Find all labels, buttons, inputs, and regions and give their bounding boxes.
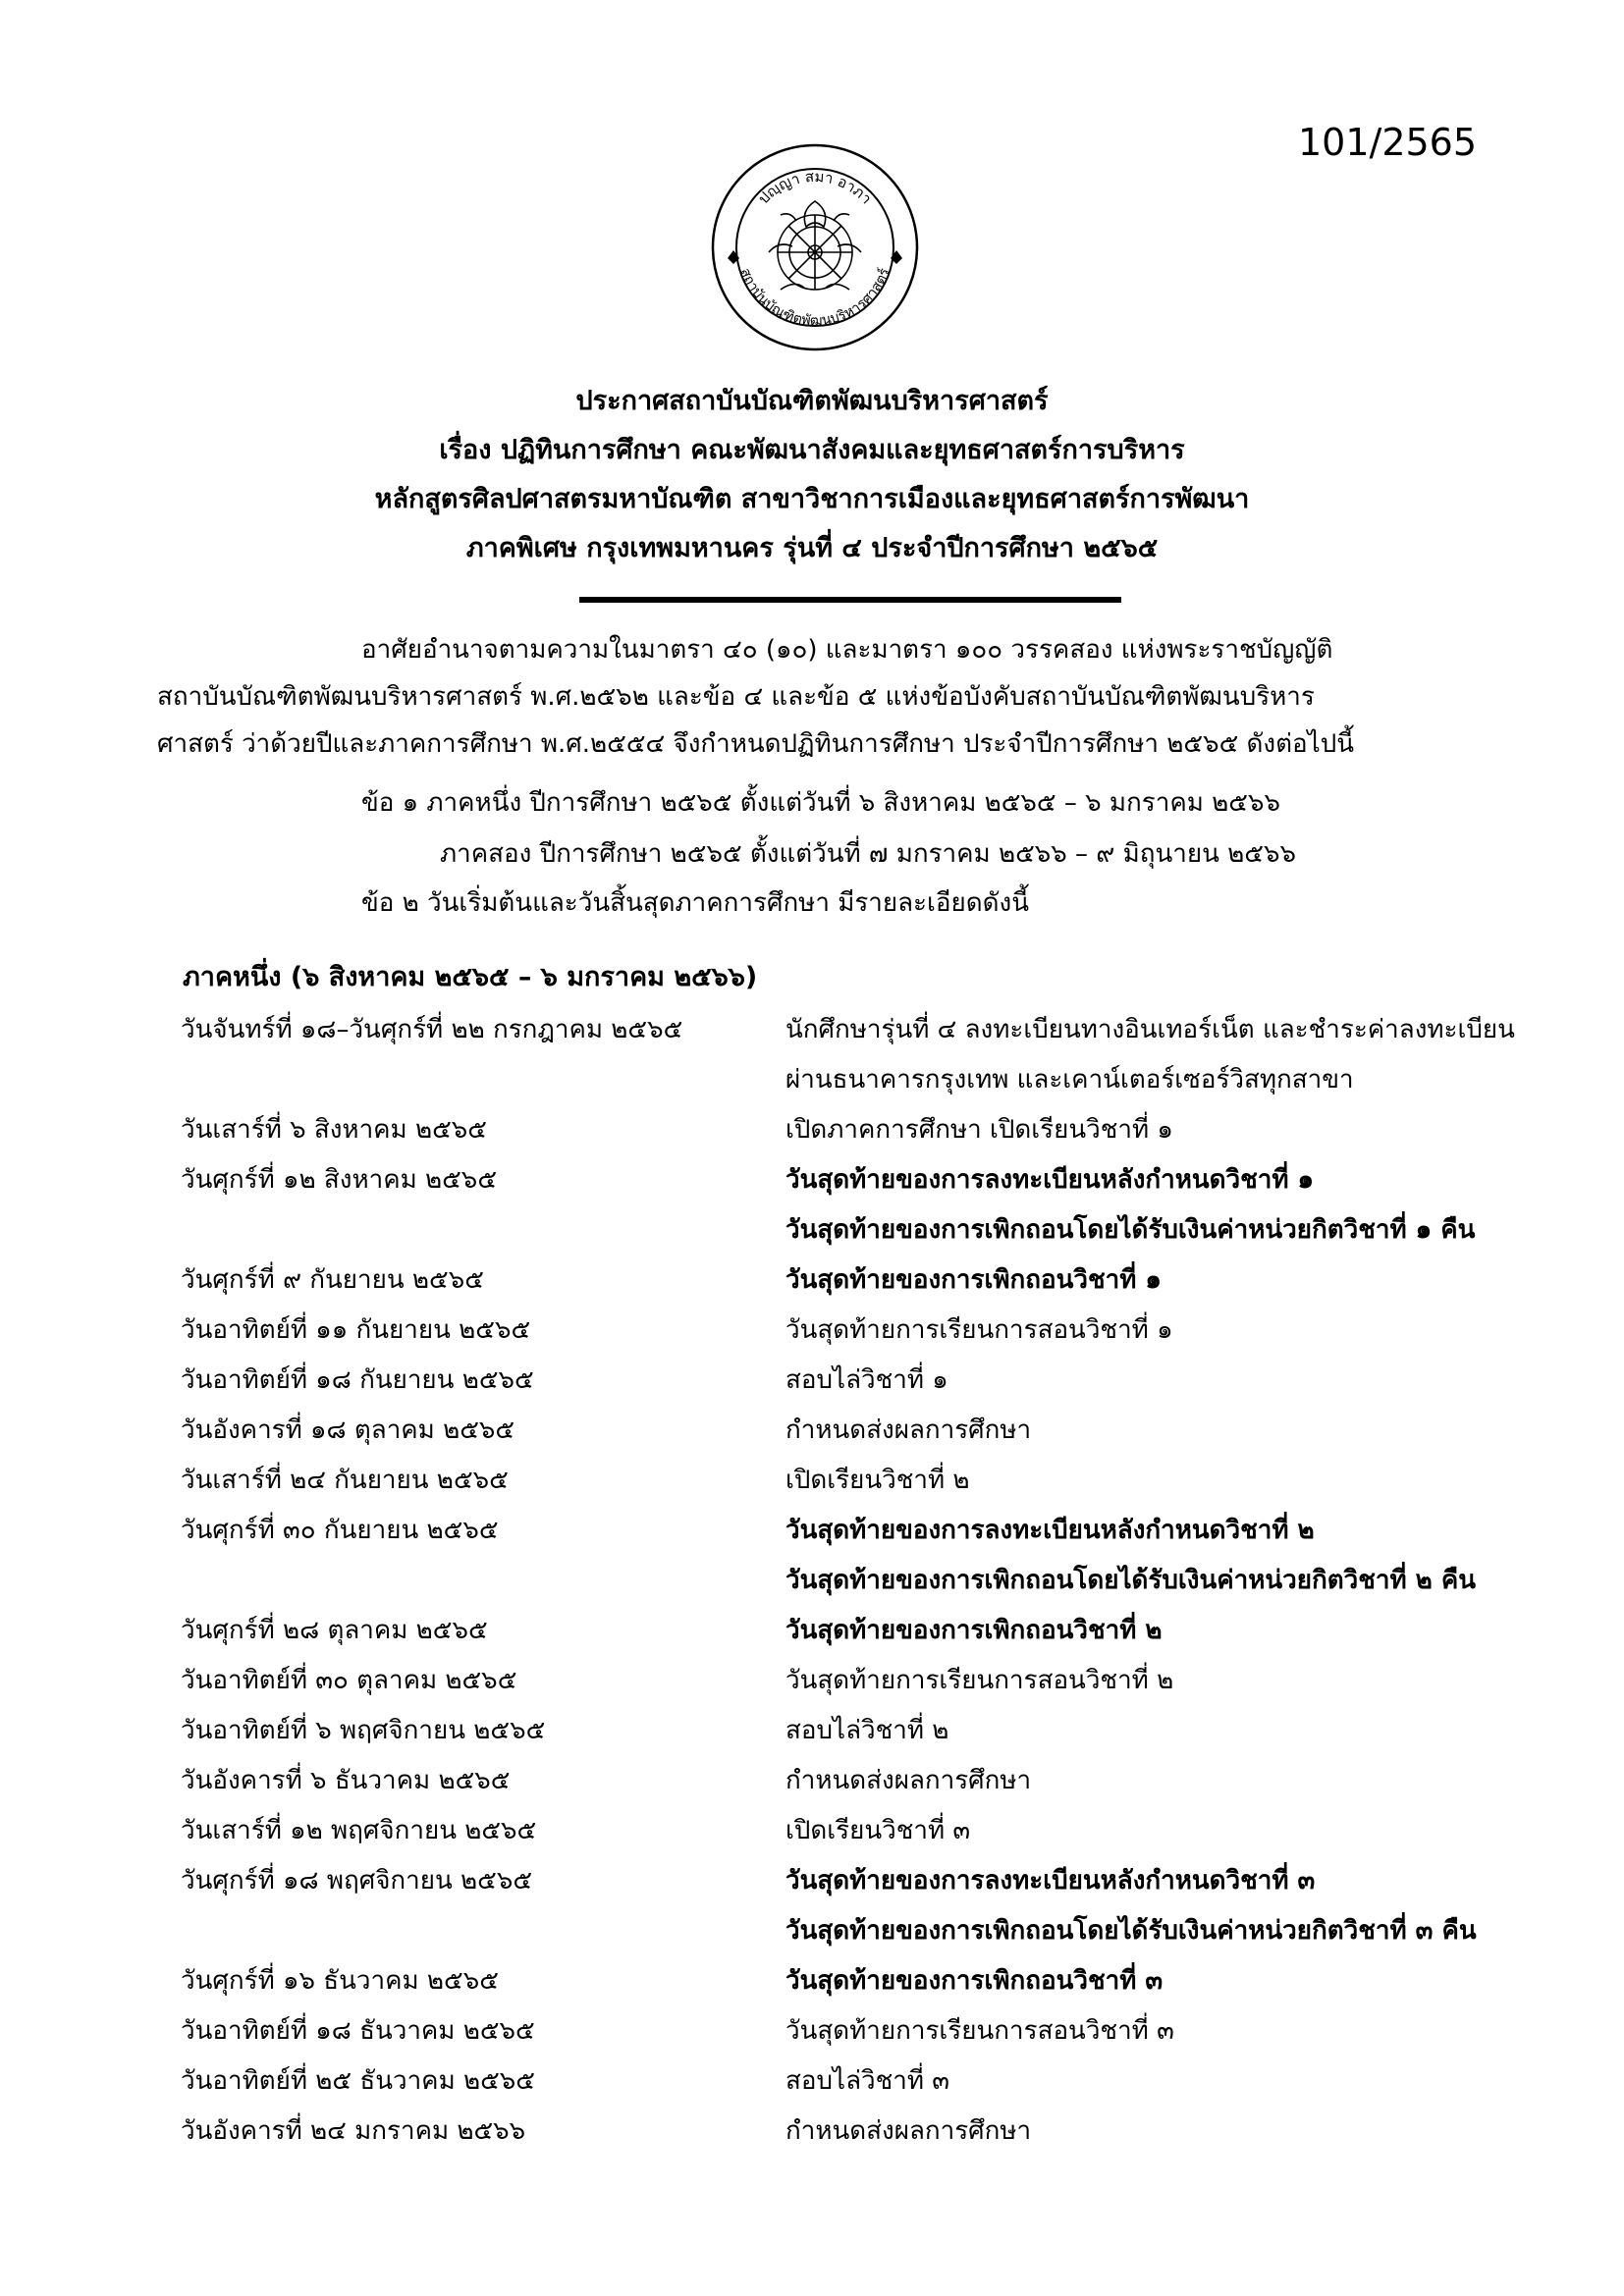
schedule-date: วันอาทิตย์ที่ ๒๕ ธันวาคม ๒๕๖๕ <box>181 2066 535 2096</box>
schedule-row <box>181 1856 1575 1956</box>
schedule-date: วันอังคารที่ ๒๔ มกราคม ๒๕๖๖ <box>181 2116 526 2146</box>
schedule-event: ผ่านธนาคารกรุงเทพ และเคาน์เตอร์เซอร์วิสทุกสาขา <box>785 1065 1354 1095</box>
schedule-events <box>785 1306 1575 1356</box>
schedule-row <box>181 1306 1575 1356</box>
schedule-events <box>785 1806 1575 1856</box>
schedule-event: วันสุดท้ายการเรียนการสอนวิชาที่ ๑ <box>785 1315 1173 1345</box>
schedule-date: วันอาทิตย์ที่ ๖ พฤศจิกายน ๒๕๖๕ <box>181 1716 546 1745</box>
schedule-date: วันอาทิตย์ที่ ๓๐ ตุลาคม ๒๕๖๕ <box>181 1666 517 1695</box>
schedule-row <box>181 1606 1575 1656</box>
schedule-date: วันศุกร์ที่ ๙ กันยายน ๒๕๖๕ <box>181 1265 484 1295</box>
schedule-events <box>785 1406 1575 1456</box>
schedule-event: วันสุดท้ายของการเพิกถอนวิชาที่ ๒ <box>785 1616 1163 1645</box>
clause-1: ข้อ ๑ ภาคหนึ่ง ปีการศึกษา ๒๕๖๕ ตั้งแต่วันที่ ๖ สิงหาคม ๒๕๖๕ – ๖ มกราคม ๒๕๖๖ <box>361 788 1280 818</box>
schedule-event: กำหนดส่งผลการศึกษา <box>785 1415 1032 1445</box>
schedule-date: วันศุกร์ที่ ๑๖ ธันวาคม ๒๕๖๕ <box>181 1966 499 1996</box>
announcement-title <box>0 377 1624 573</box>
schedule-event: วันสุดท้ายของการเพิกถอนโดยได้รับเงินค่าหน่วยกิตวิชาที่ ๓ คืน <box>785 1916 1477 1946</box>
schedule-events <box>785 1255 1575 1306</box>
schedule-row <box>181 1506 1575 1606</box>
schedule-row <box>181 2056 1575 2107</box>
schedule-date: วันศุกร์ที่ ๓๐ กันยายน ๒๕๖๕ <box>181 1516 499 1545</box>
seal-bottom-text: สถาบันบัณฑิตพัฒนบริหารศาสตร์ <box>736 266 893 330</box>
document-number: 101/2565 <box>1298 121 1478 164</box>
schedule-event: สอบไล่วิชาที่ ๑ <box>785 1365 948 1395</box>
intro-line-3: ศาสตร์ ว่าด้วยปีและภาคการศึกษา พ.ศ.๒๕๕๔ จึงกำหนดปฏิทินการศึกษา ประจำปีการศึกษา ๒๕๖๕ ดังต่อไปนี้ <box>157 729 1354 759</box>
schedule-row <box>181 1706 1575 1756</box>
schedule-row <box>181 1356 1575 1406</box>
schedule-events <box>785 2107 1575 2157</box>
schedule-event: เปิดเรียนวิชาที่ ๒ <box>785 1466 970 1495</box>
schedule-row <box>181 1756 1575 1806</box>
schedule-event: วันสุดท้ายการเรียนการสอนวิชาที่ ๓ <box>785 2016 1174 2046</box>
schedule-events <box>785 1155 1575 1255</box>
seal-top-text: ปญฺญา สมา อาภา <box>754 167 876 208</box>
schedule-row <box>181 1456 1575 1506</box>
schedule-event: เปิดเรียนวิชาที่ ๓ <box>785 1816 971 1845</box>
schedule-events <box>785 1756 1575 1806</box>
schedule-events <box>785 1456 1575 1506</box>
schedule-events <box>785 1606 1575 1656</box>
schedule-date: วันเสาร์ที่ ๖ สิงหาคม ๒๕๖๕ <box>181 1115 487 1145</box>
seal-emblem-icon <box>710 142 920 352</box>
schedule-events <box>785 1356 1575 1406</box>
schedule-events <box>785 1656 1575 1706</box>
clause-1-semester-2: ภาคสอง ปีการศึกษา ๒๕๖๕ ตั้งแต่วันที่ ๗ มกราคม ๒๕๖๖ – ๙ มิถุนายน ๒๕๖๖ <box>440 839 1296 869</box>
schedule-date: วันจันทร์ที่ ๑๘–วันศุกร์ที่ ๒๒ กรกฎาคม ๒๕๖๕ <box>181 1015 683 1044</box>
schedule-date: วันอังคารที่ ๑๘ ตุลาคม ๒๕๖๕ <box>181 1415 515 1445</box>
schedule-row <box>181 1155 1575 1255</box>
schedule-event: เปิดภาคการศึกษา เปิดเรียนวิชาที่ ๑ <box>785 1115 1173 1145</box>
schedule-events <box>785 1105 1575 1155</box>
schedule-date: วันศุกร์ที่ ๑๘ พฤศจิกายน ๒๕๖๕ <box>181 1866 533 1896</box>
schedule-events <box>785 2006 1575 2056</box>
schedule-date: วันอาทิตย์ที่ ๑๘ กันยายน ๒๕๖๕ <box>181 1365 534 1395</box>
schedule-event: วันสุดท้ายของการเพิกถอนวิชาที่ ๓ <box>785 1966 1164 1996</box>
schedule-date: วันศุกร์ที่ ๑๒ สิงหาคม ๒๕๖๕ <box>181 1165 497 1195</box>
schedule-row <box>181 2107 1575 2157</box>
schedule-events <box>785 1005 1575 1105</box>
schedule-event: วันสุดท้ายของการเพิกถอนวิชาที่ ๑ <box>785 1265 1162 1295</box>
schedule-date: วันอังคารที่ ๖ ธันวาคม ๒๕๖๕ <box>181 1766 511 1795</box>
schedule-events <box>785 1506 1575 1606</box>
clause-2: ข้อ ๒ วันเริ่มต้นและวันสิ้นสุดภาคการศึกษา มีรายละเอียดดังนี้ <box>361 888 1029 918</box>
institute-seal <box>710 142 920 352</box>
semester-1-schedule <box>181 1005 1575 2157</box>
schedule-row <box>181 1806 1575 1856</box>
schedule-row <box>181 1656 1575 1706</box>
schedule-event: วันสุดท้ายของการเพิกถอนโดยได้รับเงินค่าหน่วยกิตวิชาที่ ๑ คืน <box>785 1215 1476 1245</box>
semester-1-heading: ภาคหนึ่ง (๖ สิงหาคม ๒๕๖๕ – ๖ มกราคม ๒๕๖๖) <box>183 962 758 992</box>
schedule-event: วันสุดท้ายของการเพิกถอนโดยได้รับเงินค่าหน่วยกิตวิชาที่ ๒ คืน <box>785 1566 1477 1595</box>
schedule-event: วันสุดท้ายการเรียนการสอนวิชาที่ ๒ <box>785 1666 1174 1695</box>
title-divider <box>579 597 1121 603</box>
schedule-event: กำหนดส่งผลการศึกษา <box>785 1766 1032 1795</box>
schedule-date: วันเสาร์ที่ ๑๒ พฤศจิกายน ๒๕๖๕ <box>181 1816 537 1845</box>
schedule-row <box>181 2006 1575 2056</box>
title-line: เรื่อง ปฏิทินการศึกษา คณะพัฒนาสังคมและยุทธศาสตร์การบริหาร <box>439 435 1185 465</box>
schedule-row <box>181 1956 1575 2006</box>
schedule-row <box>181 1406 1575 1456</box>
schedule-event: วันสุดท้ายของการลงทะเบียนหลังกำหนดวิชาที่ ๒ <box>785 1516 1315 1545</box>
schedule-events <box>785 1856 1575 1956</box>
schedule-event: วันสุดท้ายของการลงทะเบียนหลังกำหนดวิชาที่ ๓ <box>785 1866 1316 1896</box>
schedule-row <box>181 1105 1575 1155</box>
schedule-events <box>785 2056 1575 2107</box>
intro-line-1: อาศัยอำนาจตามความในมาตรา ๔๐ (๑๐) และมาตรา ๑๐๐ วรรคสอง แห่งพระราชบัญญัติ <box>361 635 1333 665</box>
intro-line-2: สถาบันบัณฑิตพัฒนบริหารศาสตร์ พ.ศ.๒๕๖๒ และข้อ ๔ และข้อ ๕ แห่งข้อบังคับสถาบันบัณฑิตพัฒนบริหาร <box>157 682 1315 712</box>
schedule-event: กำหนดส่งผลการศึกษา <box>785 2116 1032 2146</box>
schedule-date: วันอาทิตย์ที่ ๑๘ ธันวาคม ๒๕๖๕ <box>181 2016 535 2046</box>
title-line: ประกาศสถาบันบัณฑิตพัฒนบริหารศาสตร์ <box>575 386 1049 416</box>
schedule-row <box>181 1005 1575 1105</box>
schedule-event: สอบไล่วิชาที่ ๓ <box>785 2066 950 2096</box>
schedule-date: วันเสาร์ที่ ๒๔ กันยายน ๒๕๖๕ <box>181 1466 509 1495</box>
schedule-date: วันอาทิตย์ที่ ๑๑ กันยายน ๒๕๖๕ <box>181 1315 531 1345</box>
schedule-event: วันสุดท้ายของการลงทะเบียนหลังกำหนดวิชาที่ ๑ <box>785 1165 1315 1195</box>
title-line: ภาคพิเศษ กรุงเทพมหานคร รุ่นที่ ๔ ประจำปีการศึกษา ๒๕๖๕ <box>465 533 1159 563</box>
schedule-events <box>785 1706 1575 1756</box>
title-line: หลักสูตรศิลปศาสตรมหาบัณฑิต สาขาวิชาการเมืองและยุทธศาสตร์การพัฒนา <box>374 484 1250 514</box>
schedule-date: วันศุกร์ที่ ๒๘ ตุลาคม ๒๕๖๕ <box>181 1616 488 1645</box>
schedule-event: สอบไล่วิชาที่ ๒ <box>785 1716 949 1745</box>
schedule-events <box>785 1956 1575 2006</box>
schedule-event: นักศึกษารุ่นที่ ๔ ลงทะเบียนทางอินเทอร์เน็ต และชำระค่าลงทะเบียน <box>785 1015 1515 1044</box>
schedule-row <box>181 1255 1575 1306</box>
